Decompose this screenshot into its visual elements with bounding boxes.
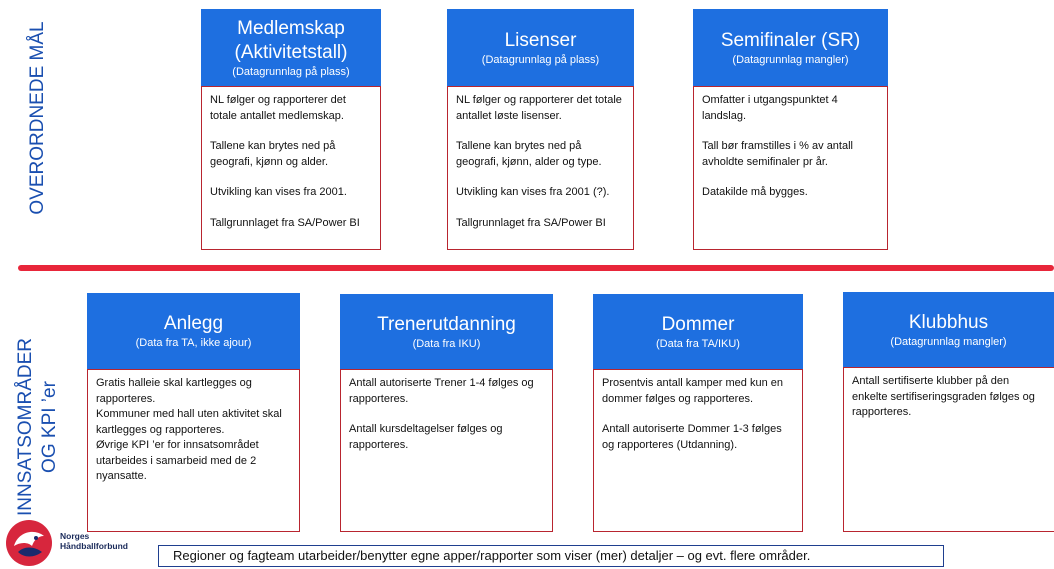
card-subtitle: (Datagrunnlag på plass) [232,65,350,78]
card-klubbhus-header [843,292,1054,367]
card-title-line2: (Aktivitetstall) [234,41,348,63]
card-text: Datakilde må bygges. [702,186,808,198]
card-title: Medlemskap [237,17,345,39]
card-text: Kommuner med hall uten aktivitet skal kartlegges og rapporteres. [96,408,282,436]
footer-note: Regioner og fagteam utarbeider/benytter egne apper/rapporter som viser (mer) detaljer – og evt. flere områder. [158,545,944,567]
card-text: Tallene kan brytes ned på geografi, kjønn, alder og type. [456,140,602,168]
card-text: Antall kursdeltagelser følges og rapporteres. [349,423,503,451]
card-text: Øvrige KPI ’er for innsatsområdet utarbeides i samarbeid med de 2 nyansatte. [96,439,259,482]
section-label-bottom-line1: INNSATSOMRÅDER [15,337,36,517]
section-label-bottom-line2: OG KPI ’er [39,381,60,473]
card-anlegg-body [87,369,300,532]
logo-text-line2: Håndballforbund [60,541,128,551]
card-lisenser-header [447,9,634,86]
card-semifinaler-body [693,86,888,250]
card-text: Tallene kan brytes ned på geografi, kjønn og alder. [210,140,336,168]
card-semifinaler-header [693,9,888,86]
card-title: Trenerutdanning [377,313,516,335]
logo-text-line1: Norges [60,531,90,541]
card-dommer-header [593,294,803,369]
card-subtitle: (Data fra TA, ikke ajour) [135,337,252,349]
card-text: Tallgrunnlaget fra SA/Power BI [210,216,360,229]
section-label-bottom [14,337,62,517]
card-text: Tallgrunnlaget fra SA/Power BI [456,216,606,229]
card-title: Klubbhus [908,311,989,333]
card-medlemskap-body [201,86,381,250]
card-subtitle: (Data fra TA/IKU) [656,337,740,350]
card-text: Antall sertifiserte klubber på den enkelte sertifiseringsgraden følges og rapporteres. [852,375,1035,418]
card-text: Antall autoriserte Dommer 1-3 følges og rapporteres (Utdanning). [602,423,782,451]
card-text: Prosentvis antall kamper med kun en dommer følges og rapporteres. [602,377,783,405]
card-subtitle: (Datagrunnlag mangler) [732,53,849,66]
card-text: Utvikling kan vises fra 2001. [210,186,347,198]
card-subtitle: (Datagrunnlag mangler) [890,335,1007,348]
section-label-top: OVERORDNEDE MÅL [27,21,48,215]
card-text: Omfatter i utgangspunktet 4 landslag. [702,94,838,122]
card-text: Utvikling kan vises fra 2001 (?). [456,186,610,198]
card-title: Anlegg [163,313,224,334]
card-trenerutdanning-body [340,369,553,532]
card-dommer-body [593,369,803,532]
card-trenerutdanning-header [340,294,553,369]
section-divider [18,265,1054,271]
card-title: Dommer [661,313,735,335]
card-text: Antall autoriserte Trener 1-4 følges og rapporteres. [349,377,534,405]
card-title: Semifinaler (SR) [720,29,861,51]
card-text: Tall bør framstilles i % av antall avholdte semifinaler pr år. [702,140,853,168]
handball-federation-logo-icon [4,518,54,568]
card-title: Lisenser [504,29,577,51]
card-anlegg-header [87,293,300,369]
card-lisenser-body [447,86,634,250]
card-text: NL følger og rapporterer det totale antallet medlemskap. [210,94,346,122]
card-subtitle: (Data fra IKU) [412,337,481,350]
card-subtitle: (Datagrunnlag på plass) [481,53,600,66]
logo-text [60,531,128,551]
card-text: NL følger og rapporterer det totale antallet løste lisenser. [456,94,622,122]
card-klubbhus-body [843,367,1054,532]
card-text: Gratis halleie skal kartlegges og rapporteres. [96,377,252,405]
card-medlemskap-header [201,9,381,86]
